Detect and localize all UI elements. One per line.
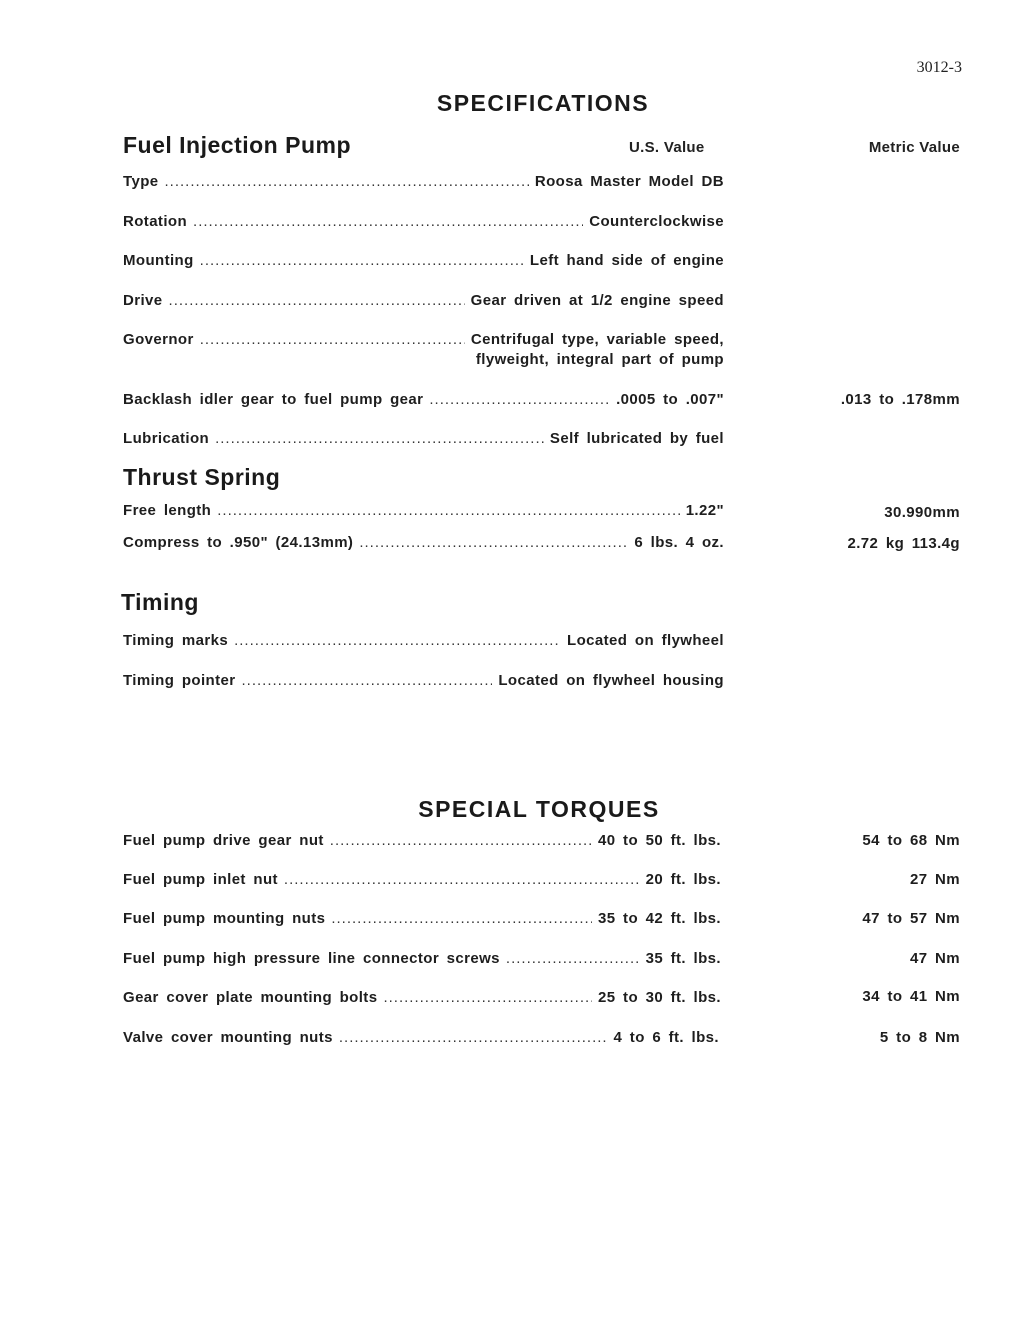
us-value: Centrifugal type, variable speed,: [470, 331, 724, 348]
us-value: .0005 to .007": [616, 391, 724, 408]
leader-dots: [331, 910, 592, 927]
metric-value: 47 to 57 Nm: [862, 910, 960, 927]
us-value: 35 to 42 ft. lbs.: [598, 910, 721, 927]
spec-label: Rotation: [123, 213, 188, 230]
metric-value: 2.72 kg 113.4g: [847, 535, 960, 552]
leader-dots: [506, 950, 640, 967]
leader-dots: [383, 989, 592, 1006]
leader-dots: [242, 672, 493, 689]
spec-row-timing-pointer: [123, 672, 724, 694]
us-value: 1.22": [685, 502, 724, 519]
torque-label: Fuel pump drive gear nut: [123, 832, 324, 849]
spec-label: Timing marks: [123, 632, 229, 649]
torque-label: Gear cover plate mounting bolts: [123, 989, 378, 1006]
spec-label: Governor: [123, 331, 194, 348]
spec-label: Free length: [123, 502, 212, 519]
leader-dots: [165, 173, 529, 190]
spec-label: Timing pointer: [123, 672, 236, 689]
spec-row-backlash: [123, 391, 724, 413]
torque-row-gear-cover-bolts: [123, 989, 721, 1011]
spec-row-governor: [123, 331, 724, 353]
torque-row-valve-cover-nuts: [123, 1029, 719, 1051]
torque-row-inlet-nut: [123, 871, 721, 893]
column-header-us-value: U.S. Value: [629, 139, 705, 156]
spec-row-mounting: [123, 252, 724, 274]
torque-row-drive-gear-nut: [123, 832, 721, 854]
us-value: 35 ft. lbs.: [645, 950, 721, 967]
leader-dots: [200, 331, 465, 348]
leader-dots: [330, 832, 592, 849]
leader-dots: [234, 632, 561, 649]
spec-row-compress-to: [123, 534, 724, 556]
torque-label: Fuel pump high pressure line connector screws: [123, 950, 500, 967]
metric-value: 47 Nm: [909, 950, 960, 967]
page-title: SPECIFICATIONS: [436, 90, 650, 116]
leader-dots: [339, 1029, 608, 1046]
leader-dots: [217, 502, 679, 519]
spec-row-rotation: [123, 213, 724, 235]
spec-label: Lubrication: [123, 430, 210, 447]
section-heading-timing: Timing: [121, 589, 199, 615]
torque-row-mounting-nuts: [123, 910, 721, 932]
torque-row-connector-screws: [123, 950, 721, 972]
us-value: Gear driven at 1/2 engine speed: [470, 292, 724, 309]
page-number: 3012-3: [916, 59, 962, 76]
spec-label: Drive: [123, 292, 163, 309]
us-value: Counterclockwise: [589, 213, 724, 230]
metric-value: 27 Nm: [909, 871, 960, 888]
spec-row-lubrication: [123, 430, 724, 452]
leader-dots: [169, 292, 465, 309]
metric-value: 5 to 8 Nm: [879, 1029, 960, 1046]
us-value-continuation: flyweight, integral part of pump: [475, 351, 724, 368]
leader-dots: [284, 871, 640, 888]
metric-value: .013 to .178mm: [840, 391, 960, 408]
spec-row-type: [123, 173, 724, 195]
us-value: Located on flywheel: [567, 632, 724, 649]
us-value: Self lubricated by fuel: [549, 430, 724, 447]
leader-dots: [359, 534, 628, 551]
spec-row-drive: [123, 292, 724, 314]
column-header-metric-value: Metric Value: [868, 139, 960, 156]
section-title-special-torques: SPECIAL TORQUES: [418, 796, 660, 822]
spec-row-timing-marks: [123, 632, 724, 654]
torque-label: Valve cover mounting nuts: [123, 1029, 333, 1046]
us-value: Left hand side of engine: [529, 252, 724, 269]
us-value: Located on flywheel housing: [498, 672, 724, 689]
metric-value: 34 to 41 Nm: [862, 988, 960, 1005]
leader-dots: [215, 430, 544, 447]
leader-dots: [200, 252, 524, 269]
us-value: 40 to 50 ft. lbs.: [598, 832, 721, 849]
metric-value: 54 to 68 Nm: [862, 832, 960, 849]
us-value: 25 to 30 ft. lbs.: [598, 989, 721, 1006]
spec-row-free-length: [123, 502, 724, 524]
us-value: 4 to 6 ft. lbs.: [613, 1029, 719, 1046]
spec-label: Compress to .950" (24.13mm): [123, 534, 354, 551]
us-value: Roosa Master Model DB: [534, 173, 724, 190]
section-heading-fuel-injection-pump: Fuel Injection Pump: [123, 132, 352, 158]
metric-value: 30.990mm: [884, 504, 960, 521]
leader-dots: [193, 213, 583, 230]
us-value: 6 lbs. 4 oz.: [634, 534, 724, 551]
torque-label: Fuel pump mounting nuts: [123, 910, 326, 927]
section-heading-thrust-spring: Thrust Spring: [123, 464, 281, 490]
leader-dots: [429, 391, 610, 408]
torque-label: Fuel pump inlet nut: [123, 871, 278, 888]
spec-label: Type: [123, 173, 159, 190]
spec-label: Backlash idler gear to fuel pump gear: [123, 391, 424, 408]
spec-label: Mounting: [123, 252, 194, 269]
us-value: 20 ft. lbs.: [645, 871, 721, 888]
